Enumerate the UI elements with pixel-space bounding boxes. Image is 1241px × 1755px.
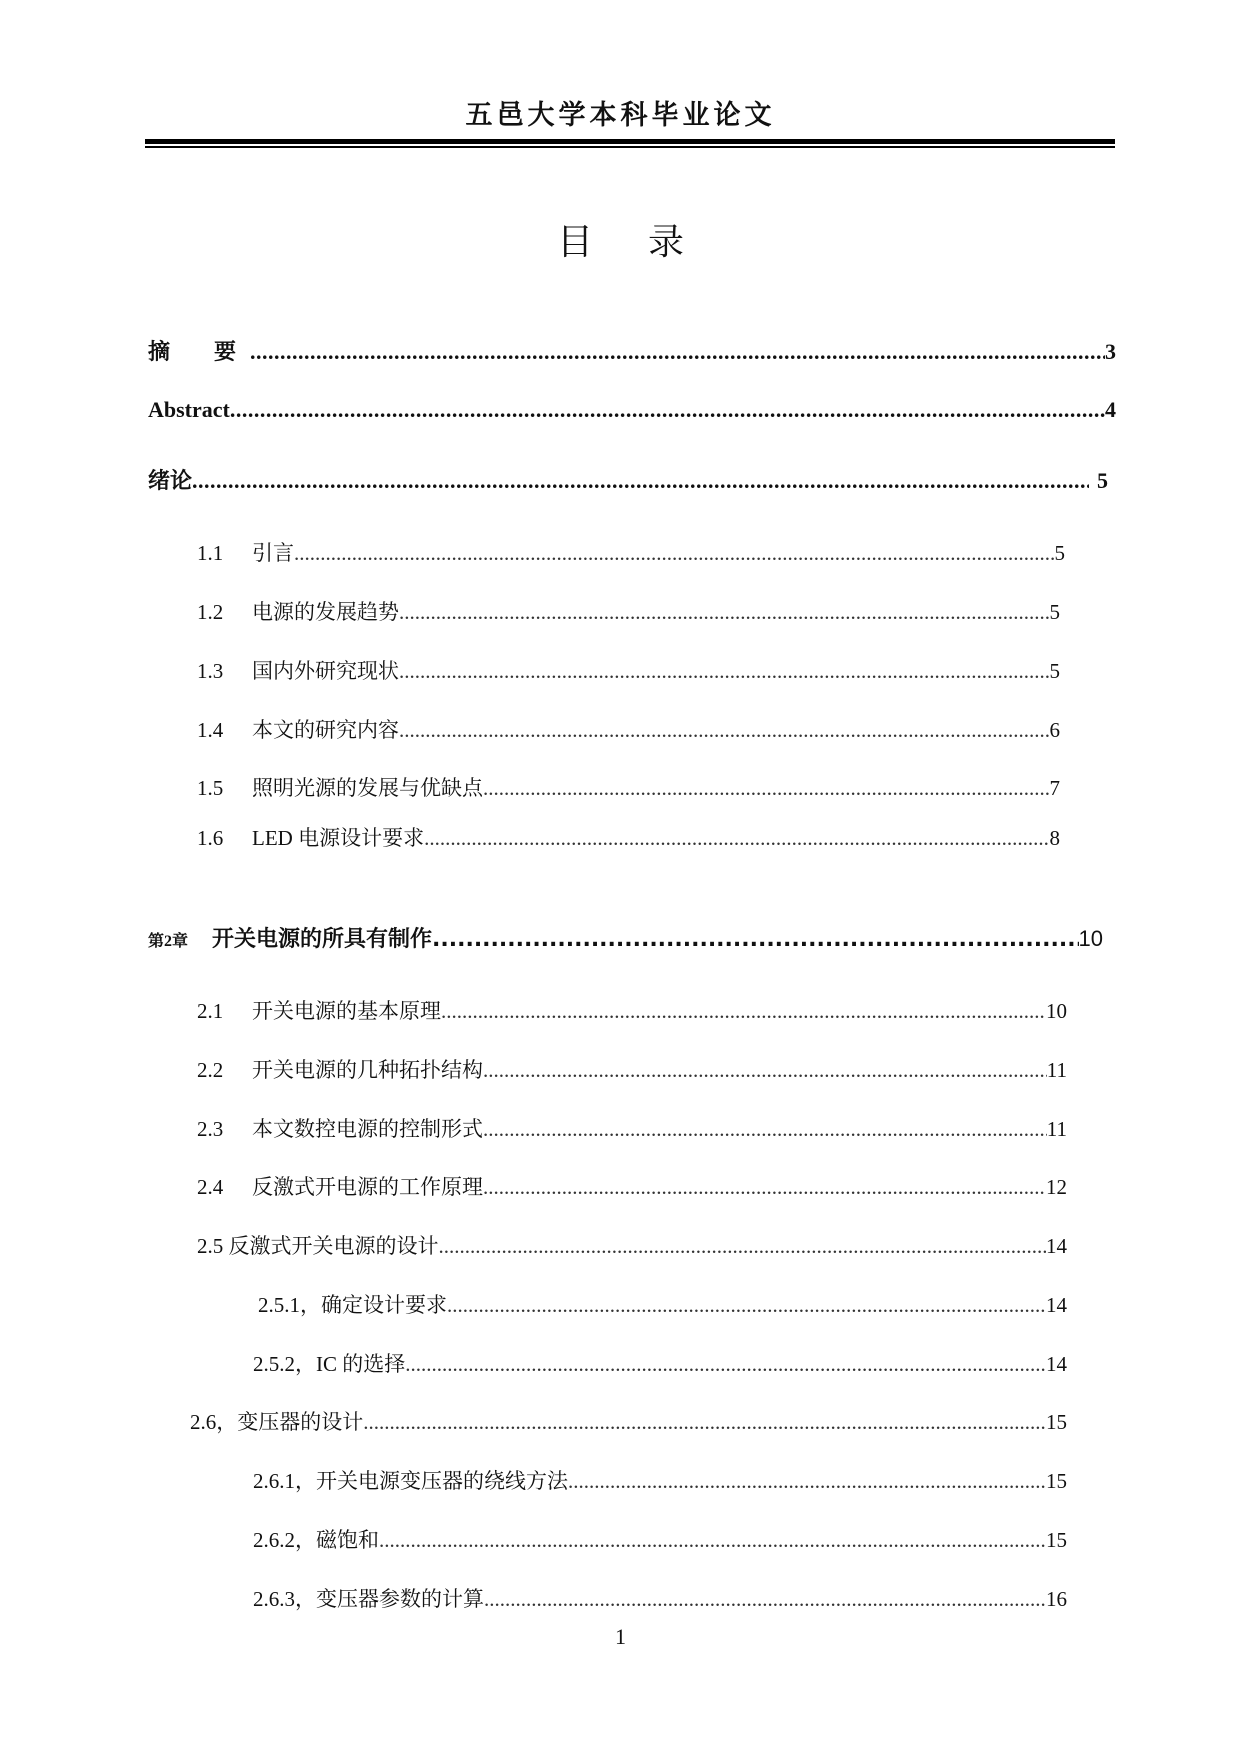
toc-chapter-prefix: 第2章 (148, 933, 189, 950)
header-rule-thick (145, 139, 1115, 144)
toc-entry-label: 2.5.2，IC 的选择 (253, 1352, 406, 1376)
toc-entry-page: 10 (1078, 926, 1103, 951)
toc-leader-dots (484, 1582, 1046, 1616)
toc-entry-label: 2.6.2，磁饱和 (253, 1528, 379, 1552)
toc-entry-page: 5 (1097, 468, 1108, 493)
toc-entry-page: 5 (1049, 600, 1060, 624)
toc-title-char-1: 目 (556, 222, 593, 263)
toc-entry-page: 11 (1046, 1117, 1067, 1141)
toc-entry-2-6[interactable] (190, 1405, 1067, 1439)
toc-entry-2-6-1[interactable] (253, 1464, 1067, 1498)
toc-entry-title: 照明光源的发展与优缺点 (252, 776, 483, 800)
toc-leader-dots (483, 1053, 1047, 1087)
toc-entry-2-3[interactable] (197, 1112, 1067, 1146)
toc-entry-label: Abstract (148, 397, 230, 422)
toc-entry-title: 开关电源的几种拓扑结构 (252, 1058, 483, 1082)
toc-entry-number: 2.3 (197, 1117, 224, 1141)
toc-entry-1-2[interactable] (197, 595, 1060, 629)
toc-leader-dots (439, 1229, 1047, 1263)
toc-entry-title: 开关电源的所具有制作 (212, 927, 433, 952)
toc-entry-2-4[interactable] (197, 1170, 1067, 1204)
toc-entry-title: 电源的发展趋势 (252, 600, 399, 624)
toc-entry-page: 15 (1046, 1528, 1067, 1552)
toc-entry-number: 1.2 (197, 600, 224, 624)
toc-leader-dots (568, 1464, 1046, 1498)
toc-entry-title: 本文数控电源的控制形式 (252, 1117, 483, 1141)
toc-leader-dots (379, 1523, 1046, 1557)
toc-entry-page: 7 (1049, 776, 1060, 800)
header-rule-thin (145, 146, 1115, 148)
toc-entry-abstract-en[interactable] (148, 393, 1116, 427)
toc-entry-page: 6 (1049, 718, 1060, 742)
toc-title-char-2: 录 (648, 222, 685, 263)
toc-entry-page: 5 (1054, 541, 1065, 565)
toc-entry-chapter-2[interactable] (148, 922, 1103, 956)
toc-leader-dots (399, 595, 1050, 629)
toc-entry-label: 2.6.3，变压器参数的计算 (253, 1587, 484, 1611)
toc-leader-dots (399, 654, 1050, 688)
toc-leader-dots (483, 771, 1050, 805)
toc-entry-intro[interactable] (148, 464, 1108, 498)
toc-entry-page: 15 (1046, 1410, 1067, 1434)
toc-entry-page: 15 (1046, 1469, 1067, 1493)
toc-entry-number: 2.1 (197, 999, 224, 1023)
toc-entry-2-2[interactable] (197, 1053, 1067, 1087)
toc-leader-dots (483, 1112, 1047, 1146)
toc-entry-label: 绪论 (148, 468, 193, 493)
toc-entry-1-4[interactable] (197, 713, 1060, 747)
toc-entry-number: 1.1 (197, 541, 224, 565)
toc-leader-dots (230, 393, 1105, 427)
toc-entry-title: LED 电源设计要求 (252, 826, 425, 850)
toc-entry-number: 2.4 (197, 1175, 224, 1199)
toc-entry-title: 引言 (252, 541, 294, 565)
toc-entry-page: 14 (1046, 1352, 1067, 1376)
toc-entry-1-5[interactable] (197, 771, 1060, 805)
toc-entry-page: 10 (1046, 999, 1067, 1023)
page-number: 1 (615, 1624, 626, 1649)
toc-entry-label: 2.6.1，开关电源变压器的绕线方法 (253, 1469, 568, 1493)
toc-entry-number: 1.6 (197, 826, 224, 850)
toc-title (0, 218, 1241, 268)
toc-entry-1-3[interactable] (197, 654, 1060, 688)
toc-entry-page: 5 (1049, 659, 1060, 683)
toc-entry-title: 国内外研究现状 (252, 659, 399, 683)
toc-leader-dots (250, 335, 1105, 369)
toc-entry-1-6[interactable] (197, 821, 1060, 855)
toc-entry-page: 3 (1105, 339, 1116, 364)
toc-entry-abstract-cn[interactable] (148, 335, 1116, 369)
toc-leader-dots (447, 1288, 1046, 1322)
toc-entry-label: 2.6，变压器的设计 (190, 1410, 364, 1434)
toc-entry-2-5-1[interactable] (258, 1288, 1067, 1322)
toc-entry-label: 2.5 反激式开关电源的设计 (197, 1234, 439, 1258)
running-header-title: 五邑大学本科毕业论文 (465, 100, 776, 131)
toc-entry-page: 16 (1046, 1587, 1067, 1611)
toc-entry-2-5-2[interactable] (253, 1347, 1067, 1381)
toc-leader-dots (432, 923, 1078, 956)
toc-entry-number: 1.3 (197, 659, 224, 683)
toc-leader-dots (399, 713, 1050, 747)
toc-entry-page: 14 (1046, 1293, 1067, 1317)
toc-entry-page: 12 (1046, 1175, 1067, 1199)
toc-entry-title: 本文的研究内容 (252, 718, 399, 742)
toc-entry-number: 1.4 (197, 718, 224, 742)
toc-leader-dots (441, 994, 1046, 1028)
toc-entry-2-6-2[interactable] (253, 1523, 1067, 1557)
toc-entry-label: 2.5.1，确定设计要求 (258, 1293, 447, 1317)
toc-entry-title: 开关电源的基本原理 (252, 999, 441, 1023)
toc-entry-number: 2.2 (197, 1058, 224, 1082)
toc-entry-number: 1.5 (197, 776, 224, 800)
toc-entry-label: 摘 要 (148, 339, 237, 364)
toc-entry-2-6-3[interactable] (253, 1582, 1067, 1616)
toc-entry-page: 11 (1046, 1058, 1067, 1082)
toc-entry-2-1[interactable] (197, 994, 1067, 1028)
toc-leader-dots (424, 821, 1049, 855)
toc-leader-dots (192, 464, 1089, 498)
toc-leader-dots (294, 536, 1055, 570)
toc-entry-page: 8 (1049, 826, 1060, 850)
toc-entry-page: 4 (1105, 397, 1116, 422)
toc-leader-dots (405, 1347, 1046, 1381)
toc-leader-dots (363, 1405, 1046, 1439)
toc-entry-1-1[interactable] (197, 536, 1065, 570)
toc-entry-page: 14 (1046, 1234, 1067, 1258)
toc-entry-2-5[interactable] (197, 1229, 1067, 1263)
toc-leader-dots (483, 1170, 1046, 1204)
toc-entry-title: 反激式开电源的工作原理 (252, 1175, 483, 1199)
